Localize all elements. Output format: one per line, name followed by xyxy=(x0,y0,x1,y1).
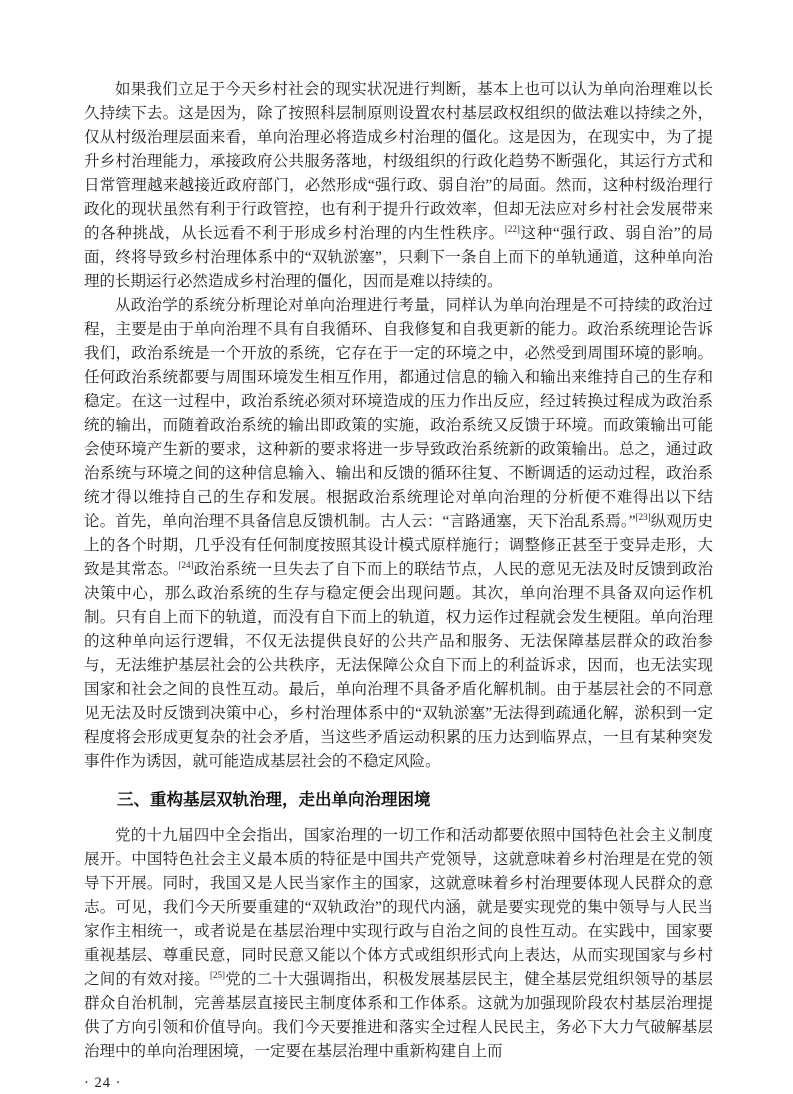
citation-superscript: [22] xyxy=(504,223,520,234)
citation-superscript: [25] xyxy=(209,969,225,980)
page-number: · 24 · xyxy=(84,1075,122,1091)
section-heading: 三、重构基层双轨治理，走出单向治理困境 xyxy=(117,791,431,809)
citation-superscript: [23] xyxy=(635,511,651,522)
body-paragraph-2: 从政治学的系统分析理论对单向治理进行考量，同样认为单向治理是不可持续的政治过程，主要是由于单向治理不具有自我循环、自我修复和自我更新的能力。政治系统理论告诉我们，政治系统是一个开放的系统，它存在于一定的环境之中，必然受到周围环境的影响。任何政治系统都要与周围环境发生相互作用，都通过信息的输入和输出来维持自己的生存和稳定。在这一过程中，政治系统必须对环境造成的压力作出反应，经过转换过程成为政治系统的输出，而随着政治系统的输出即政策的实施，政治系统又反馈于环境。而政策输出可能会使环境产生新的要求，这种新的要求将进一步导致政治系统新的政策输出。总之，通过政治系统与环境之间的这种信息输入、输出和反馈的循环往复、不断调适的运动过程，政治系统才得以维持自己的生存和发展。根据政治系统理论对单向治理的分析便不难得出以下结论。首先，单向治理不具备信息反馈机制。古人云：“言路通塞，天下治乱系焉。”[23]纵观历史上的各个时期，几乎没有任何制度按照其设计模式原样施行；调整修正甚至于变异走形，大致是其常态。[24]政治系统一旦失去了自下而上的联结节点，人民的意见无法及时反馈到政治决策中心，那么政治系统的生存与稳定便会出现问题。其次，单向治理不具备双向运作机制。只有自上而下的轨道，而没有自下而上的轨道，权力运作过程就会发生梗阻。单向治理的这种单向运行逻辑，不仅无法提供良好的公共产品和服务、无法保障基层群众的政治参与，无法维护基层社会的公共秩序，无法保障公众自下而上的利益诉求，因而，也无法实现国家和社会之间的良性互动。最后，单向治理不具备矛盾化解机制。由于基层社会的不同意见无法及时反馈到决策中心，乡村治理体系中的“双轨淤塞”无法得到疏通化解，淤积到一定程度将会形成更复杂的社会矛盾，当这些矛盾运动积累的压力达到临界点，一旦有某种突发事件作为诱因，就可能造成基层社会的不稳定风险。 xyxy=(84,297,713,770)
body-paragraph-3: 党的十九届四中全会指出，国家治理的一切工作和活动都要依照中国特色社会主义制度展开。中国特色社会主义最本质的特征是中国共产党领导，这就意味着乡村治理是在党的领导下开展。同时，我国又是人民当家作主的国家，这就意味着乡村治理要体现人民群众的意志。可见，我们今天所要重建的“双轨政治”的现代内涵，就是要实现党的集中领导与人民当家作主相统一，或者说是在基层治理中实现行政与自治之间的良性互动。在实践中，国家要重视基层、尊重民意，同时民意又能以个体方式或组织形式向上表达，从而实现国家与乡村之间的有效对接。[25]党的二十大强调指出，积极发展基层民主，健全基层党组织领导的基层群众自治机制，完善基层直接民主制度体系和工作体系。这就为加强现阶段农村基层治理提供了方向引领和价值导向。我们今天要推进和落实全过程人民民主，务必下大力气破解基层治理中的单向治理困境，一定要在基层治理中重新构建自上而 xyxy=(84,827,713,1060)
body-paragraph-1: 如果我们立足于今天乡村社会的现实状况进行判断，基本上也可以认为单向治理难以长久持续下去。这是因为，除了按照科层制原则设置农村基层政权组织的做法难以持续之外，仅从村级治理层面来看，单向治理必将造成乡村治理的僵化。这是因为，在现实中，为了提升乡村治理能力，承接政府公共服务落地，村级组织的行政化趋势不断强化，其运行方式和日常管理越来越接近政府部门，必然形成“强行政、弱自治”的局面。然而，这种村级治理行政化的现状虽然有利于行政管控，也有利于提升行政效率，但却无法应对乡村社会发展带来的各种挑战，从长远看不利于形成乡村治理的内生性秩序。[22]这种“强行政、弱自治”的局面，终将导致乡村治理体系中的“双轨淤塞”，只剩下一条自上而下的单轨通道，这种单向治理的长期运行必然造成乡村治理的僵化，因而是难以持续的。 xyxy=(84,81,713,290)
citation-superscript: [24] xyxy=(178,559,194,570)
